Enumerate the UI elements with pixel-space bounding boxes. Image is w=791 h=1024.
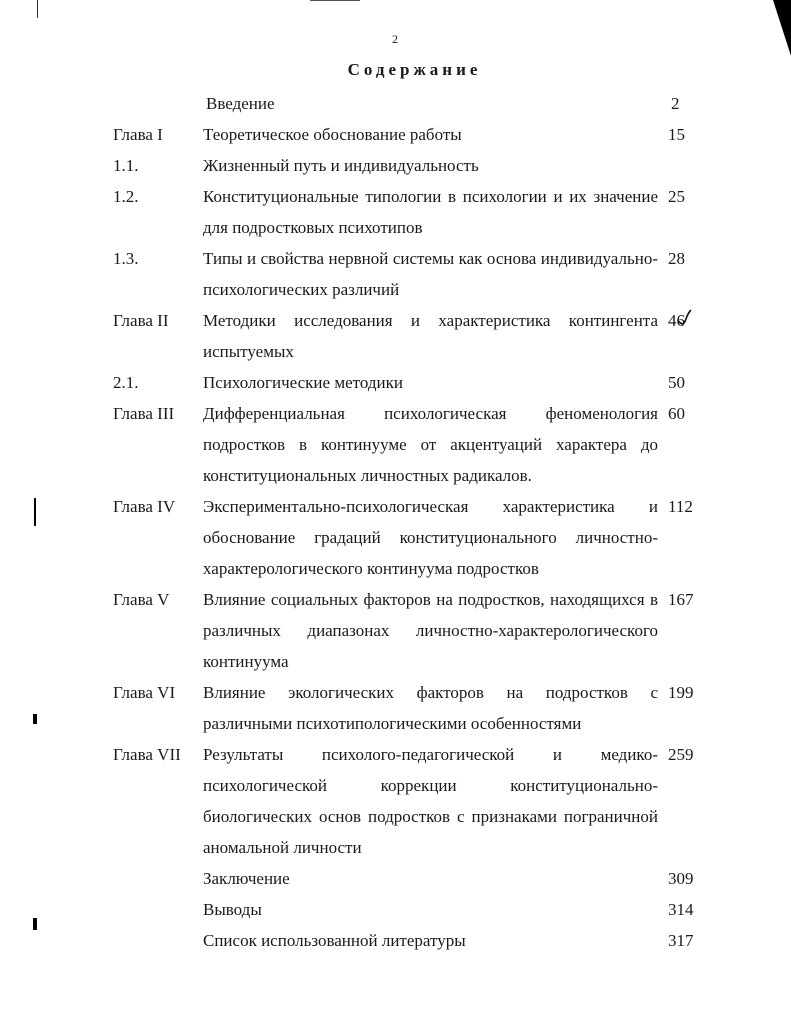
toc-entry <box>113 677 703 739</box>
toc-entry-title: Результаты психолого-педагогической и медико-психологической коррекции конституционально-биологических основ подростков с признаками пограничной аномальной личности <box>203 745 658 857</box>
toc-entry <box>113 894 703 925</box>
toc-entry-page: 50 <box>668 373 685 392</box>
toc-entry-title: Методики исследования и характеристика контингента испытуемых <box>203 311 658 361</box>
toc-entry-page: 317 <box>668 931 694 950</box>
toc-entry-title: Психологические методики <box>203 373 403 392</box>
toc-entry-page: 28 <box>668 249 685 268</box>
toc-entry-page: 314 <box>668 900 694 919</box>
toc-entry-page: 2 <box>671 94 680 113</box>
toc-entry-title: Заключение <box>203 869 290 888</box>
toc-entry <box>113 584 703 677</box>
toc-entry-title: Влияние социальных факторов на подростков, находящихся в различных диапазонах личностно-характерологического континуума <box>203 590 658 671</box>
toc-entry <box>113 88 703 119</box>
handwritten-correction-icon <box>676 309 692 329</box>
scan-margin-mark <box>33 714 37 724</box>
toc-entry-page: 112 <box>668 497 693 516</box>
toc-entry-page: 60 <box>668 404 685 423</box>
scan-top-line <box>310 0 360 1</box>
toc-entry <box>113 305 703 367</box>
toc-entry <box>113 367 703 398</box>
toc-entry-label: Глава III <box>113 404 175 423</box>
toc-entry-title: Экспериментально-психологическая характеристика и обоснование градаций конституционального личностно-характерологического континуума подростков <box>203 497 658 578</box>
toc-entry-page: 15 <box>668 125 685 144</box>
toc-entry <box>113 925 703 956</box>
toc-entry-title: Конституциональные типологии в психологии и их значение для подростковых психотипов <box>203 187 658 237</box>
toc-entry <box>113 150 703 181</box>
toc-entry-label: Глава VI <box>113 683 176 702</box>
toc-entry-label: 1.3. <box>113 249 139 268</box>
toc-entry-title: Введение <box>206 94 275 113</box>
toc-entry-page <box>658 305 703 336</box>
toc-entry-label: 2.1. <box>113 373 139 392</box>
toc-entry-title: Дифференциальная психологическая феноменология подростков в континууме от акцентуаций характера до конституциональных личностных радикалов. <box>203 404 658 485</box>
toc-entry-title: Жизненный путь и индивидуальность <box>203 156 479 175</box>
table-of-contents <box>113 88 703 956</box>
toc-entry-page: 25 <box>668 187 685 206</box>
toc-entry <box>113 491 703 584</box>
toc-entry <box>113 243 703 305</box>
toc-entry-title: Типы и свойства нервной системы как основа индивидуально-психологических различий <box>203 249 658 299</box>
toc-entry-page: 199 <box>668 683 694 702</box>
toc-entry-label: Глава I <box>113 125 163 144</box>
scan-corner-shadow <box>773 0 791 56</box>
scan-margin-mark <box>34 498 36 526</box>
toc-entry-page-value: 46 <box>668 311 685 330</box>
toc-entry-label: Глава IV <box>113 497 176 516</box>
page-number: 2 <box>392 32 398 46</box>
toc-entry-label: 1.2. <box>113 187 139 206</box>
toc-entry-page: 167 <box>668 590 694 609</box>
toc-entry-title: Список использованной литературы <box>203 931 466 950</box>
toc-entry <box>113 398 703 491</box>
toc-entry-page: 259 <box>668 745 694 764</box>
toc-entry-label: Глава II <box>113 311 169 330</box>
toc-entry-title: Выводы <box>203 900 262 919</box>
toc-entry <box>113 739 703 863</box>
scan-margin-mark <box>33 918 37 930</box>
toc-entry-label: Глава V <box>113 590 170 609</box>
toc-entry-label: Глава VII <box>113 745 181 764</box>
toc-entry <box>113 863 703 894</box>
toc-entry <box>113 181 703 243</box>
toc-entry <box>113 119 703 150</box>
scan-edge-line <box>37 0 38 18</box>
toc-entry-label: 1.1. <box>113 156 139 175</box>
toc-entry-page: 309 <box>668 869 694 888</box>
toc-entry-title: Теоретическое обоснование работы <box>203 125 462 144</box>
toc-entry-title: Влияние экологических факторов на подростков с различными психотипологическими особенностями <box>203 683 658 733</box>
page-title: Содержание <box>347 60 482 79</box>
